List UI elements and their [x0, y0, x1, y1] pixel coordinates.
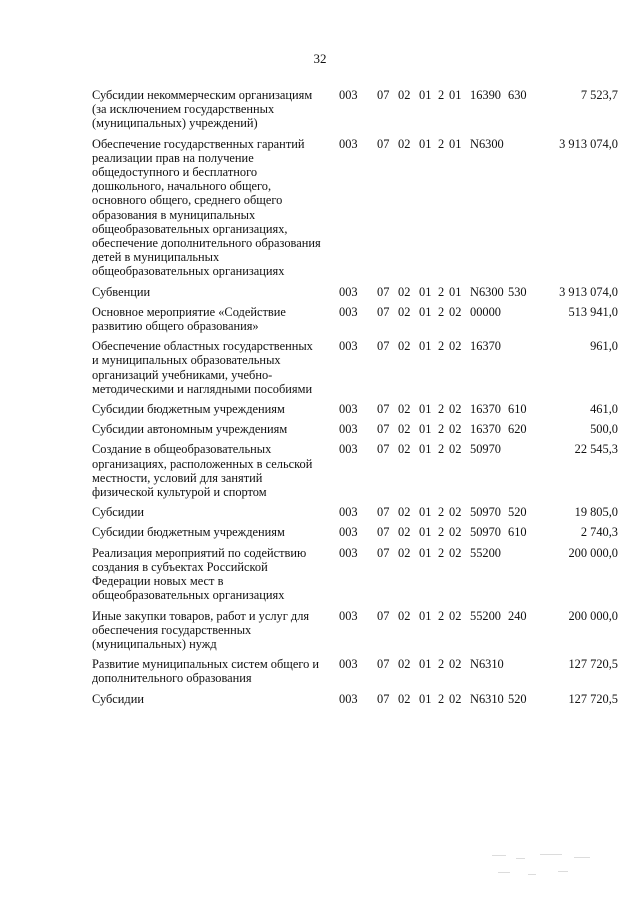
code-rz: 07	[377, 422, 390, 437]
code-rz: 07	[377, 505, 390, 520]
code-activity: 01	[449, 88, 462, 102]
table-row	[92, 88, 618, 131]
code-direction: 00000	[470, 304, 501, 319]
scan-speck	[492, 855, 506, 856]
item-name: Иные закупки товаров, работ и услуг для обеспечения государственных (муниципальных) нужд	[92, 608, 310, 651]
code-ved: 003	[339, 304, 358, 319]
code-program: 01	[419, 545, 432, 560]
amount: 200 000,0	[568, 545, 618, 560]
item-name: Субсидии	[92, 505, 144, 520]
code-program: 01	[419, 608, 432, 623]
code-pr: 02	[398, 545, 411, 560]
table-row	[92, 505, 618, 519]
code-direction: 50970	[470, 505, 501, 520]
code-direction: 50970	[470, 442, 501, 457]
code-ved: 003	[339, 136, 358, 151]
code-activity: 02	[449, 691, 462, 706]
amount: 513 941,0	[568, 304, 618, 319]
code-direction: 55200	[470, 608, 501, 623]
amount: 500,0	[590, 422, 618, 437]
code-vr: 520	[508, 691, 527, 706]
code-rz: 07	[377, 339, 390, 354]
table-row	[92, 442, 618, 499]
code-subprogram: 2	[438, 657, 445, 672]
code-vr: 240	[508, 608, 527, 623]
code-activity: 02	[449, 505, 462, 520]
code-direction: N6310	[470, 691, 504, 706]
table-row	[92, 657, 618, 685]
table-row	[92, 402, 618, 416]
code-ved: 003	[339, 339, 358, 354]
amount: 461,0	[590, 402, 618, 417]
code-activity: 02	[449, 339, 462, 354]
code-activity: 02	[449, 422, 462, 437]
code-ved: 003	[339, 402, 358, 417]
code-rz: 07	[377, 88, 390, 102]
table-row	[92, 609, 618, 652]
item-name: Реализация мероприятий по содействию создания в субъектах Российской Федерации новых мест в общеобразовательных организациях	[92, 545, 307, 603]
code-rz: 07	[377, 402, 390, 417]
table-row	[92, 339, 618, 396]
code-direction: 50970	[470, 525, 501, 540]
code-vr: 620	[508, 422, 527, 437]
item-name: Субсидии бюджетным учреждениям	[92, 525, 285, 540]
code-ved: 003	[339, 525, 358, 540]
code-program: 01	[419, 339, 432, 354]
item-name: Обеспечение государственных гарантий реализации прав на получение общедоступного и бесплатного дошкольного, начального общего, основного общего, среднего общего образования в муниципальных общеобразовательных организациях, обеспечение дополнительного образования детей в муниципальных общеобразовательных организациях	[92, 136, 321, 279]
code-activity: 02	[449, 657, 462, 672]
code-program: 01	[419, 691, 432, 706]
code-vr: 610	[508, 402, 527, 417]
code-pr: 02	[398, 505, 411, 520]
code-ved: 003	[339, 505, 358, 520]
table-row	[92, 137, 618, 279]
code-activity: 02	[449, 525, 462, 540]
code-ved: 003	[339, 608, 358, 623]
code-pr: 02	[398, 691, 411, 706]
scan-speck	[516, 858, 525, 859]
code-subprogram: 2	[438, 608, 445, 623]
amount: 127 720,5	[568, 691, 618, 706]
code-program: 01	[419, 402, 432, 417]
table-row	[92, 422, 618, 436]
code-vr: 520	[508, 505, 527, 520]
code-subprogram: 2	[438, 505, 445, 520]
code-subprogram: 2	[438, 304, 445, 319]
item-name: Основное мероприятие «Содействие развитию общего образования»	[92, 304, 286, 334]
code-program: 01	[419, 88, 432, 102]
amount: 7 523,7	[580, 88, 618, 102]
code-program: 01	[419, 657, 432, 672]
code-activity: 02	[449, 545, 462, 560]
scan-speck	[558, 871, 568, 872]
code-subprogram: 2	[438, 422, 445, 437]
code-ved: 003	[339, 691, 358, 706]
budget-table	[92, 88, 618, 712]
amount: 200 000,0	[568, 608, 618, 623]
code-subprogram: 2	[438, 442, 445, 457]
code-rz: 07	[377, 545, 390, 560]
scan-speck	[540, 854, 562, 855]
code-pr: 02	[398, 304, 411, 319]
code-program: 01	[419, 505, 432, 520]
code-activity: 02	[449, 442, 462, 457]
code-rz: 07	[377, 657, 390, 672]
code-direction: 16370	[470, 422, 501, 437]
item-name: Создание в общеобразовательных организациях, расположенных в сельской местности, условий для занятий физической культурой и спортом	[92, 442, 313, 500]
code-ved: 003	[339, 657, 358, 672]
table-row	[92, 546, 618, 603]
code-subprogram: 2	[438, 136, 445, 151]
code-direction: 16370	[470, 339, 501, 354]
code-activity: 02	[449, 304, 462, 319]
code-subprogram: 2	[438, 284, 445, 299]
table-row	[92, 525, 618, 539]
code-program: 01	[419, 525, 432, 540]
code-activity: 01	[449, 284, 462, 299]
code-pr: 02	[398, 525, 411, 540]
item-name: Субсидии бюджетным учреждениям	[92, 402, 285, 417]
code-direction: N6300	[470, 284, 504, 299]
code-subprogram: 2	[438, 88, 445, 102]
code-ved: 003	[339, 284, 358, 299]
code-rz: 07	[377, 304, 390, 319]
code-pr: 02	[398, 136, 411, 151]
code-subprogram: 2	[438, 545, 445, 560]
item-name: Обеспечение областных государственных и муниципальных образовательных организаций учебниками, учебно-методическими и наглядными пособиями	[92, 339, 313, 396]
code-vr: 630	[508, 88, 527, 102]
scan-speck	[528, 874, 536, 875]
code-rz: 07	[377, 691, 390, 706]
code-subprogram: 2	[438, 525, 445, 540]
amount: 3 913 074,0	[559, 284, 618, 299]
code-rz: 07	[377, 525, 390, 540]
code-subprogram: 2	[438, 339, 445, 354]
code-rz: 07	[377, 608, 390, 623]
code-program: 01	[419, 304, 432, 319]
code-rz: 07	[377, 136, 390, 151]
page-number: 32	[313, 51, 327, 66]
code-pr: 02	[398, 442, 411, 457]
item-name: Субсидии	[92, 691, 144, 706]
scan-speck	[498, 872, 510, 873]
code-program: 01	[419, 442, 432, 457]
code-rz: 07	[377, 442, 390, 457]
code-ved: 003	[339, 422, 358, 437]
code-direction: N6300	[470, 136, 504, 151]
code-ved: 003	[339, 88, 358, 102]
code-program: 01	[419, 422, 432, 437]
code-direction: 16390	[470, 88, 501, 102]
code-direction: 55200	[470, 545, 501, 560]
item-name: Субсидии некоммерческим организациям (за исключением государственных (муниципальных) учреждений)	[92, 88, 313, 131]
amount: 961,0	[590, 339, 618, 354]
code-vr: 530	[508, 284, 527, 299]
code-direction: N6310	[470, 657, 504, 672]
table-row	[92, 285, 618, 299]
code-pr: 02	[398, 339, 411, 354]
code-direction: 16370	[470, 402, 501, 417]
amount: 127 720,5	[568, 657, 618, 672]
item-name: Субсидии автономным учреждениям	[92, 422, 288, 437]
amount: 3 913 074,0	[559, 136, 618, 151]
scan-specks	[488, 852, 608, 882]
code-activity: 02	[449, 608, 462, 623]
amount: 2 740,3	[580, 525, 618, 540]
item-name: Субвенции	[92, 284, 151, 299]
code-activity: 02	[449, 402, 462, 417]
code-program: 01	[419, 284, 432, 299]
item-name: Развитие муниципальных систем общего и дополнительного образования	[92, 657, 320, 686]
code-vr: 610	[508, 525, 527, 540]
code-activity: 01	[449, 136, 462, 151]
table-row	[92, 305, 618, 333]
code-program: 01	[419, 136, 432, 151]
amount: 19 805,0	[574, 505, 618, 520]
amount: 22 545,3	[574, 442, 618, 457]
code-ved: 003	[339, 442, 358, 457]
table-row	[92, 692, 618, 706]
code-pr: 02	[398, 608, 411, 623]
code-ved: 003	[339, 545, 358, 560]
code-pr: 02	[398, 88, 411, 102]
code-subprogram: 2	[438, 691, 445, 706]
code-rz: 07	[377, 284, 390, 299]
code-pr: 02	[398, 402, 411, 417]
code-pr: 02	[398, 657, 411, 672]
scan-speck	[574, 857, 590, 858]
code-pr: 02	[398, 422, 411, 437]
code-subprogram: 2	[438, 402, 445, 417]
code-pr: 02	[398, 284, 411, 299]
